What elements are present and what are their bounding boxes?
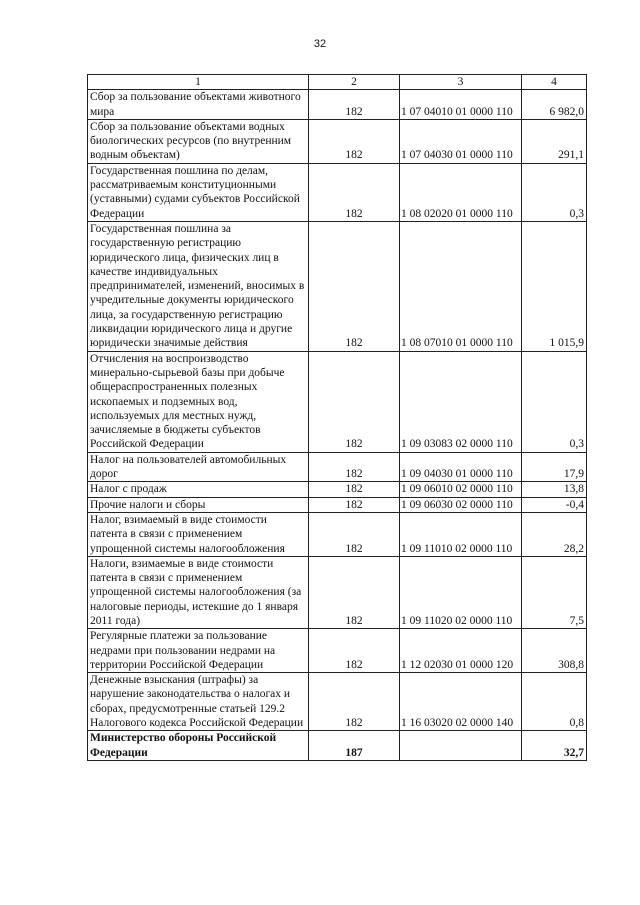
row-name: Прочие налоги и сборы bbox=[88, 497, 309, 512]
row-admin-code: 182 bbox=[309, 482, 400, 497]
row-budget-code: 1 07 04030 01 0000 110 bbox=[400, 119, 522, 163]
row-amount: 291,1 bbox=[522, 119, 587, 163]
table-row bbox=[88, 163, 587, 221]
row-budget-code: 1 16 03020 02 0000 140 bbox=[400, 673, 522, 731]
row-budget-code: 1 08 07010 01 0000 110 bbox=[400, 221, 522, 351]
header-col-1: 1 bbox=[88, 75, 309, 90]
row-name: Регулярные платежи за пользование недрами при пользовании недрами на территории Российской Федерации bbox=[88, 629, 309, 673]
row-admin-code: 182 bbox=[309, 351, 400, 452]
header-col-2: 2 bbox=[309, 75, 400, 90]
row-amount: 308,8 bbox=[522, 629, 587, 673]
row-amount: 17,9 bbox=[522, 452, 587, 482]
row-admin-code: 182 bbox=[309, 629, 400, 673]
row-admin-code: 182 bbox=[309, 673, 400, 731]
row-budget-code: 1 08 02020 01 0000 110 bbox=[400, 163, 522, 221]
table-row-ministry bbox=[88, 731, 587, 761]
row-budget-code: 1 09 11010 02 0000 110 bbox=[400, 512, 522, 556]
row-name: Министерство обороны Российской Федерации bbox=[88, 731, 309, 761]
row-name: Налог, взимаемый в виде стоимости патента в связи с применением упрощенной системы налогообложения bbox=[88, 512, 309, 556]
table-row bbox=[88, 482, 587, 497]
row-budget-code bbox=[400, 731, 522, 761]
row-budget-code: 1 12 02030 01 0000 120 bbox=[400, 629, 522, 673]
table-row bbox=[88, 512, 587, 556]
table-row bbox=[88, 673, 587, 731]
revenue-table bbox=[87, 74, 587, 761]
row-amount: 6 982,0 bbox=[522, 90, 587, 120]
row-name: Налог с продаж bbox=[88, 482, 309, 497]
row-admin-code: 182 bbox=[309, 119, 400, 163]
row-name: Государственная пошлина за государственную регистрацию юридического лица, физических лиц в качестве индивидуальных предпринимателей, изменений, вносимых в учредительные документы юридического лица, за государственную регистрацию ликвидации юридического лица и другие юридически значимые действия bbox=[88, 221, 309, 351]
table-row bbox=[88, 497, 587, 512]
row-admin-code: 182 bbox=[309, 497, 400, 512]
page-number: 32 bbox=[313, 38, 327, 50]
table-row bbox=[88, 221, 587, 351]
row-budget-code: 1 09 06030 02 0000 110 bbox=[400, 497, 522, 512]
row-admin-code: 182 bbox=[309, 221, 400, 351]
table-row bbox=[88, 90, 587, 120]
row-amount: 7,5 bbox=[522, 556, 587, 628]
row-name: Сбор за пользование объектами животного мира bbox=[88, 90, 309, 120]
row-amount: 0,8 bbox=[522, 673, 587, 731]
table-header-row bbox=[88, 75, 587, 90]
row-amount: 0,3 bbox=[522, 351, 587, 452]
header-col-4: 4 bbox=[522, 75, 587, 90]
table-row bbox=[88, 556, 587, 628]
row-budget-code: 1 07 04010 01 0000 110 bbox=[400, 90, 522, 120]
row-name: Сбор за пользование объектами водных биологических ресурсов (по внутренним водным объектам) bbox=[88, 119, 309, 163]
row-budget-code: 1 09 06010 02 0000 110 bbox=[400, 482, 522, 497]
row-admin-code: 182 bbox=[309, 90, 400, 120]
row-amount: 32,7 bbox=[522, 731, 587, 761]
row-amount: -0,4 bbox=[522, 497, 587, 512]
table-row bbox=[88, 351, 587, 452]
row-amount: 28,2 bbox=[522, 512, 587, 556]
row-admin-code: 182 bbox=[309, 452, 400, 482]
row-admin-code: 182 bbox=[309, 556, 400, 628]
row-name: Денежные взыскания (штрафы) за нарушение законодательства о налогах и сборах, предусмотренные статьей 129.2 Налогового кодекса Российской Федерации bbox=[88, 673, 309, 731]
header-col-3: 3 bbox=[400, 75, 522, 90]
row-name: Налог на пользователей автомобильных дорог bbox=[88, 452, 309, 482]
row-admin-code: 182 bbox=[309, 512, 400, 556]
row-budget-code: 1 09 04030 01 0000 110 bbox=[400, 452, 522, 482]
row-admin-code: 182 bbox=[309, 163, 400, 221]
row-name: Отчисления на воспроизводство минерально-сырьевой базы при добыче общераспространенных полезных ископаемых и подземных вод, используемых для местных нужд, зачисляемые в бюджеты субъектов Российской Федерации bbox=[88, 351, 309, 452]
row-amount: 13,8 bbox=[522, 482, 587, 497]
row-budget-code: 1 09 03083 02 0000 110 bbox=[400, 351, 522, 452]
row-name: Государственная пошлина по делам, рассматриваемым конституционными (уставными) судами субъектов Российской Федерации bbox=[88, 163, 309, 221]
row-name: Налоги, взимаемые в виде стоимости патента в связи с применением упрощенной системы налогообложения (за налоговые периоды, истекшие до 1 января 2011 года) bbox=[88, 556, 309, 628]
row-admin-code: 187 bbox=[309, 731, 400, 761]
row-amount: 1 015,9 bbox=[522, 221, 587, 351]
table-row bbox=[88, 629, 587, 673]
row-budget-code: 1 09 11020 02 0000 110 bbox=[400, 556, 522, 628]
table-row bbox=[88, 119, 587, 163]
table-row bbox=[88, 452, 587, 482]
row-amount: 0,3 bbox=[522, 163, 587, 221]
